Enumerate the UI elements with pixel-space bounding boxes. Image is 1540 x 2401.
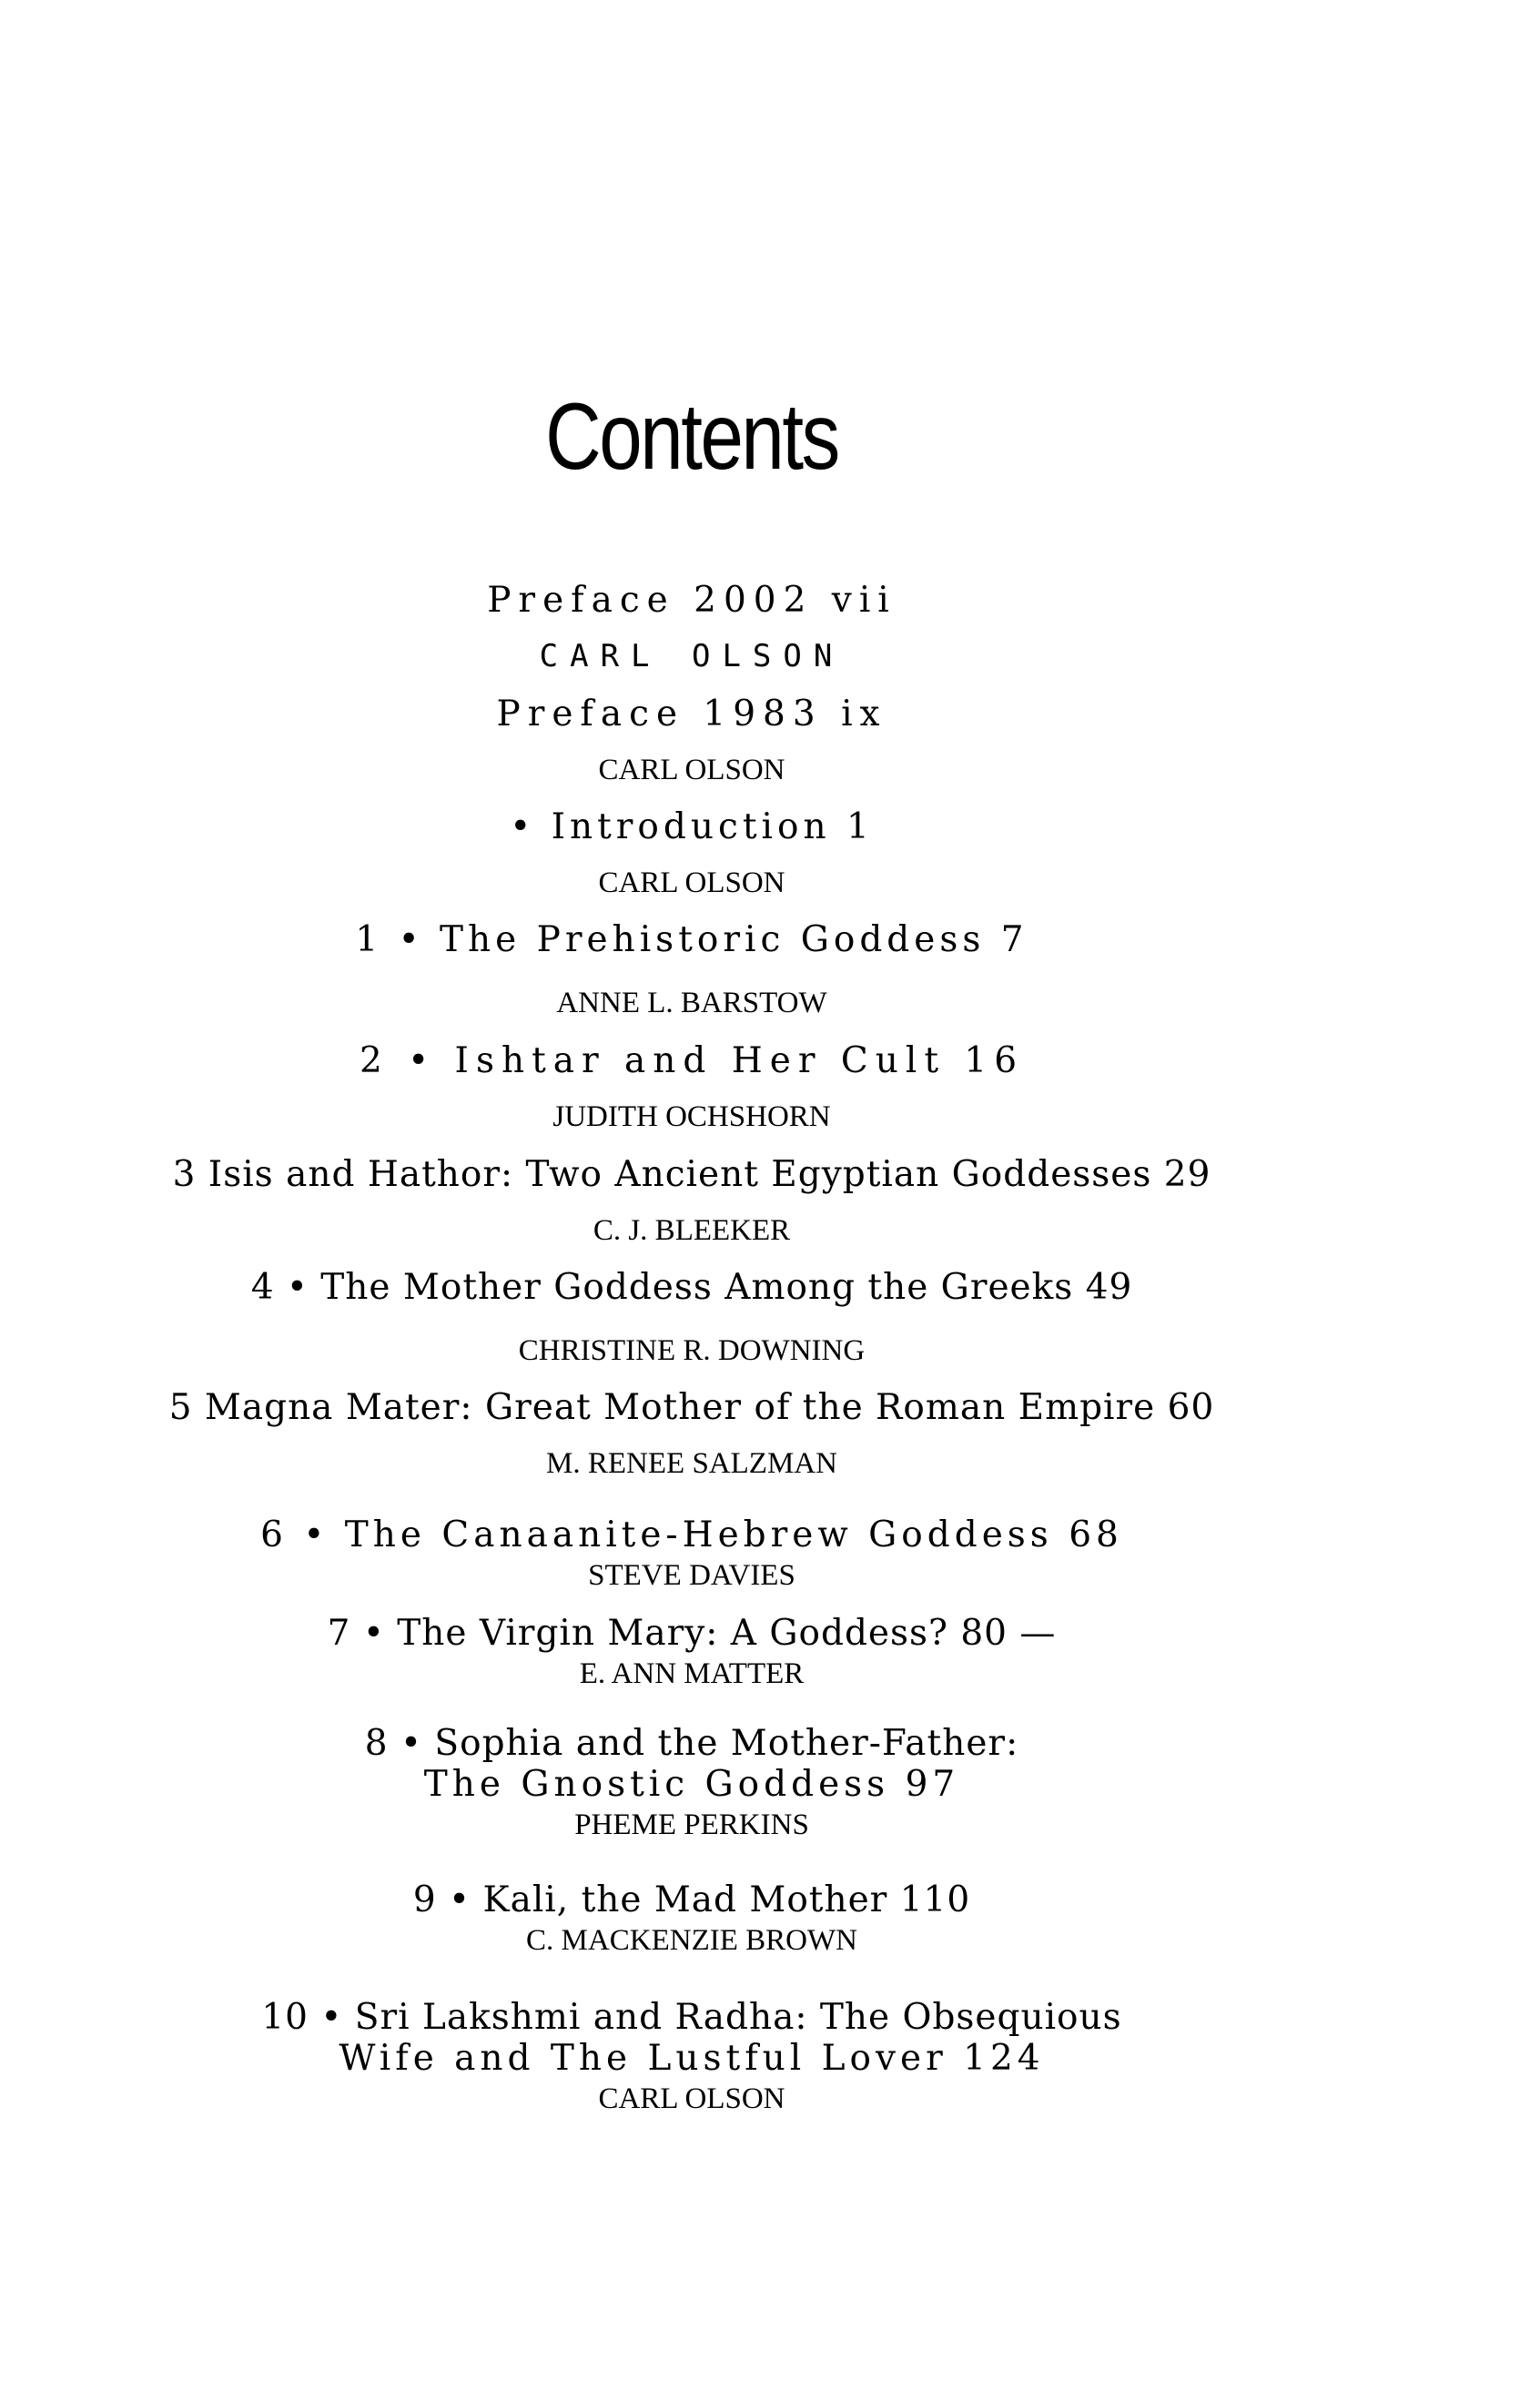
toc-entry-author: PHEME PERKINS bbox=[574, 1808, 809, 1841]
toc-entry-author: M. RENEE SALZMAN bbox=[546, 1447, 837, 1480]
toc-entry-author: CARL OLSON bbox=[598, 866, 785, 899]
toc-entry-author: CHRISTINE R. DOWNING bbox=[518, 1334, 866, 1367]
toc-entry-title: 2 • Ishtar and Her Cult 16 bbox=[359, 1040, 1025, 1081]
toc-entry-author: CARL OLSON bbox=[598, 2082, 785, 2115]
toc-entry-title: • Introduction 1 bbox=[510, 806, 874, 847]
page-title: Contents bbox=[545, 384, 838, 490]
toc-entry-title: 7 • The Virgin Mary: A Goddess? 80 — bbox=[327, 1613, 1057, 1654]
toc-entry-title: 4 • The Mother Goddess Among the Greeks 49 bbox=[250, 1267, 1133, 1308]
toc-entry-title-continued: The Gnostic Goddess 97 bbox=[423, 1764, 960, 1805]
toc-entry-title: 1 • The Prehistoric Goddess 7 bbox=[355, 919, 1028, 960]
toc-entry-title: 9 • Kali, the Mad Mother 110 bbox=[412, 1879, 971, 1920]
toc-entry-author: E. ANN MATTER bbox=[579, 1657, 805, 1690]
toc-entry-title: 10 • Sri Lakshmi and Radha: The Obsequious bbox=[261, 1997, 1122, 2038]
toc-entry-author: JUDITH OCHSHORN bbox=[552, 1100, 831, 1133]
toc-entry-author: C. MACKENZIE BROWN bbox=[526, 1924, 857, 1957]
toc-entry-author: STEVE DAVIES bbox=[588, 1559, 795, 1592]
toc-entry-title: 5 Magna Mater: Great Mother of the Roman Empire 60 bbox=[168, 1387, 1215, 1428]
toc-entry-title: 6 • The Canaanite-Hebrew Goddess 68 bbox=[260, 1515, 1123, 1555]
toc-entry-title: 3 Isis and Hathor: Two Ancient Egyptian Goddesses 29 bbox=[172, 1154, 1211, 1195]
toc-entry-author: CARL OLSON bbox=[539, 638, 845, 674]
toc-entry-title: 8 • Sophia and the Mother-Father: bbox=[364, 1723, 1019, 1764]
toc-entry-author: ANNE L. BARSTOW bbox=[556, 987, 827, 1019]
toc-entry-title: Preface 1983 ix bbox=[496, 694, 887, 734]
toc-entry-title-continued: Wife and The Lustful Lover 124 bbox=[339, 2038, 1045, 2079]
toc-entry-title: Preface 2002 vii bbox=[487, 580, 897, 621]
toc-entry-author: C. J. BLEEKER bbox=[593, 1214, 791, 1247]
toc-entry-author: CARL OLSON bbox=[598, 754, 785, 786]
